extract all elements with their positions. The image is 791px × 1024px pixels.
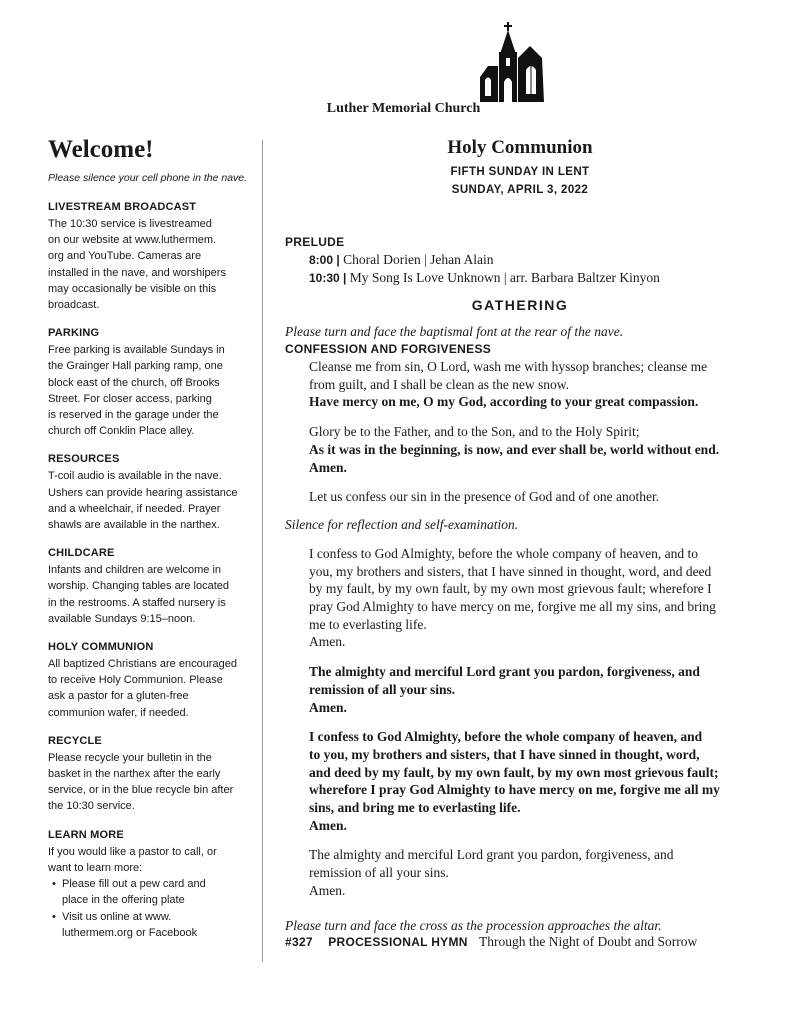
learn-more-list — [48, 876, 258, 941]
recycle-section — [48, 735, 258, 815]
text-line: communion wafer, if needed. — [48, 706, 189, 719]
text-line: church off Conklin Place alley. — [48, 425, 195, 438]
text-line: Amen. — [309, 634, 346, 650]
hymn-number: #327 — [285, 934, 313, 949]
section-body — [48, 656, 258, 721]
text-line: wherefore I pray God Almighty to have mercy on me, forgive me all my — [309, 782, 720, 798]
rubric: Please turn and face the baptismal font at the rear of the nave. — [285, 324, 624, 339]
section-heading: CHILDCARE — [48, 547, 115, 560]
prelude-piece: My Song Is Love Unknown | arr. Barbara Baltzer Kinyon — [346, 270, 660, 285]
dialogue-paragraph — [309, 728, 755, 834]
text-line: by my fault, by my own fault, by my own most grievous fault; wherefore I — [309, 581, 712, 597]
text-line: available Sundays 9:15–noon. — [48, 612, 196, 625]
hymn-label: PROCESSIONAL HYMN — [328, 934, 468, 949]
text-line: may occasionally be visible on this — [48, 282, 217, 295]
text-line: the 10:30 service. — [48, 800, 135, 813]
text-line: place in the offering plate — [62, 894, 185, 907]
dialogue-paragraph — [309, 423, 755, 476]
text-line: you, my brothers and sisters, that I have sinned in thought, word, and deed — [309, 563, 712, 579]
parking-section — [48, 327, 258, 439]
resources-section — [48, 453, 258, 533]
text-line: Amen. — [309, 817, 347, 833]
text-line: to receive Holy Communion. Please — [48, 674, 223, 687]
congregation-response: As it was in the beginning, is now, and ever shall be, world without end. — [309, 441, 720, 457]
text-line: remission of all your sins. — [309, 681, 456, 697]
text-line: All baptized Christians are encouraged — [48, 658, 237, 671]
rubric: Please turn and face the cross as the procession approaches the altar. — [285, 917, 662, 933]
text-line: The almighty and merciful Lord grant you pardon, forgiveness, and — [309, 664, 700, 680]
childcare-section — [48, 547, 258, 627]
text-line: basket in the narthex after the early — [48, 768, 221, 781]
text-line: remission of all your sins. — [309, 865, 449, 881]
section-heading: RESOURCES — [48, 453, 120, 466]
prelude-item — [309, 251, 755, 269]
confession-heading: CONFESSION AND FORGIVENESS — [285, 342, 492, 356]
church-silhouette-icon — [478, 22, 548, 102]
text-line: If you would like a pastor to call, or — [48, 845, 217, 858]
text-line: org and YouTube. Cameras are — [48, 250, 202, 263]
processional-hymn — [285, 934, 755, 950]
text-line: Please fill out a pew card and — [62, 878, 206, 891]
congregation-response: Have mercy on me, O my God, according to your great compassion. — [309, 394, 699, 410]
list-item — [62, 876, 258, 908]
dialogue-paragraph — [309, 545, 755, 651]
text-line: from guilt, and I shall be clean as the new snow. — [309, 376, 570, 392]
section-heading: RECYCLE — [48, 734, 102, 747]
order-of-worship — [285, 137, 755, 950]
text-line: Amen. — [309, 699, 347, 715]
text-line: on our website at www.luthermem. — [48, 234, 217, 247]
gathering-title: GATHERING — [471, 297, 569, 313]
text-line: Cleanse me from sin, O Lord, wash me with hyssop branches; cleanse me — [309, 359, 708, 374]
prelude-item — [309, 269, 755, 287]
service-occasion: FIFTH SUNDAY IN LENT — [450, 166, 590, 178]
section-body — [48, 562, 258, 627]
section-heading: LIVESTREAM BROADCAST — [48, 201, 197, 213]
text-line: sins, and bring me to everlasting life. — [309, 800, 521, 816]
section-body — [48, 216, 258, 313]
text-line: ask a pastor for a gluten-free — [48, 690, 189, 703]
text-line: Ushers can provide hearing assistance — [48, 486, 238, 499]
text-line: The almighty and merciful Lord grant you pardon, forgiveness, and — [309, 847, 674, 863]
silence-note: Please silence your cell phone in the nave. — [48, 172, 248, 184]
dialogue-paragraph — [309, 663, 755, 716]
welcome-sidebar — [48, 136, 258, 955]
text-line: service, or in the blue recycle bin after — [48, 784, 234, 797]
rubric: Silence for reflection and self-examination. — [285, 516, 519, 532]
hymn-title: Through the Night of Doubt and Sorrow — [479, 933, 698, 949]
text-line: T-coil audio is available in the nave. — [48, 470, 222, 483]
section-heading: PARKING — [48, 327, 100, 340]
dialogue-paragraph — [309, 358, 755, 411]
text-line: I confess to God Almighty, before the whole company of heaven, and to — [309, 545, 699, 561]
text-line: Street. For closer access, parking — [48, 392, 212, 405]
communion-section — [48, 641, 258, 721]
text-line: luthermem.org or Facebook — [62, 926, 198, 939]
dialogue-paragraph — [309, 846, 755, 899]
congregation-response: Amen. — [309, 459, 347, 475]
text-line: broadcast. — [48, 299, 100, 312]
text-line: Free parking is available Sundays in — [48, 344, 225, 357]
text-line: worship. Changing tables are located — [48, 580, 230, 593]
prelude-time: 10:30 | — [309, 271, 347, 285]
text-line: and deed by my fault, by my own fault, by my own most grievous fault; — [309, 764, 719, 780]
text-line: The 10:30 service is livestreamed — [48, 218, 212, 230]
section-body — [48, 468, 258, 533]
text-line: block east of the church, off Brooks — [48, 376, 220, 389]
text-line: shawls are available in the narthex. — [48, 519, 220, 532]
prelude-piece: Choral Dorien | Jehan Alain — [339, 252, 494, 267]
list-item — [62, 909, 258, 941]
text-line: want to learn more: — [48, 861, 143, 874]
prelude-heading: PRELUDE — [285, 235, 345, 249]
livestream-section — [48, 201, 258, 313]
text-line: Let us confess our sin in the presence of God and of one another. — [309, 489, 660, 505]
welcome-title: Welcome! — [48, 136, 154, 163]
text-line: Glory be to the Father, and to the Son, and to the Holy Spirit; — [309, 424, 640, 440]
text-line: in the restrooms. A staffed nursery is — [48, 596, 226, 609]
text-line: Please recycle your bulletin in the — [48, 751, 212, 764]
dialogue-paragraph — [309, 488, 755, 506]
section-body — [48, 844, 258, 876]
prelude-time: 8:00 | — [309, 253, 340, 267]
section-heading: HOLY COMMUNION — [48, 641, 154, 654]
column-divider — [262, 140, 263, 962]
service-date: SUNDAY, APRIL 3, 2022 — [451, 184, 589, 196]
text-line: pray God Almighty to have mercy on me, forgive me all my sins, and bring — [309, 599, 716, 615]
text-line: the Grainger Hall parking ramp, one — [48, 360, 223, 373]
section-body — [48, 342, 258, 439]
text-line: to you, my brothers and sisters, that I have sinned in thought, word, — [309, 746, 700, 762]
church-name: Luther Memorial Church — [326, 101, 481, 116]
text-line: installed in the nave, and worshipers — [48, 266, 226, 279]
learn-more-section — [48, 829, 258, 941]
section-heading: LEARN MORE — [48, 828, 124, 841]
text-line: and a wheelchair, if needed. Prayer — [48, 502, 221, 515]
text-line: is reserved in the garage under the — [48, 409, 219, 422]
text-line: Visit us online at www. — [62, 910, 172, 923]
section-body — [48, 750, 258, 815]
text-line: I confess to God Almighty, before the whole company of heaven, and — [309, 729, 703, 745]
service-title: Holy Communion — [447, 137, 593, 158]
text-line: Amen. — [309, 882, 346, 898]
text-line: Infants and children are welcome in — [48, 564, 222, 577]
text-line: me to everlasting life. — [309, 616, 427, 632]
